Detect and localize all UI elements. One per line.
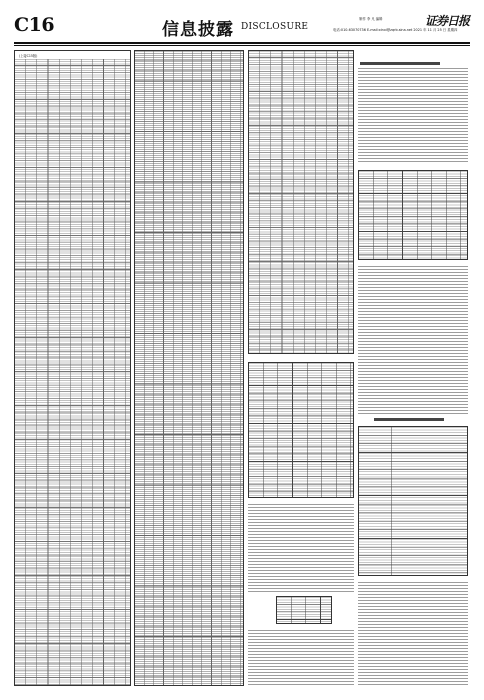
- header-rule-thin: [14, 45, 470, 46]
- section-heading: [374, 418, 444, 421]
- disclosure-text-block: [248, 504, 354, 592]
- detail-table: [248, 362, 354, 498]
- announcement-heading: [360, 62, 440, 65]
- securities-table-right: [248, 50, 354, 354]
- securities-table-left: [14, 50, 131, 686]
- table-body: [15, 59, 130, 685]
- header-rule: [14, 42, 470, 44]
- table-body: [249, 51, 353, 353]
- announcement-text: [358, 68, 468, 164]
- section-title-english: DISCLOSURE: [241, 22, 309, 32]
- disclosure-text-block: [248, 630, 354, 686]
- contact-date-line: 电话:010-63070736 E-mail:xinxi@zqrb.sina.net 2021 年 11 月 25 日 星期四: [333, 28, 458, 32]
- masthead: [14, 10, 470, 40]
- announcement-table: [358, 170, 468, 260]
- securities-table-middle: [134, 50, 244, 686]
- editor-credits: 制作 李 凡 编辑: [359, 17, 383, 21]
- summary-table: [276, 596, 332, 624]
- table-body: [135, 51, 243, 685]
- page-number: C16: [14, 14, 55, 36]
- fund-info-table: [358, 426, 468, 576]
- announcement-text: [358, 582, 468, 686]
- continuation-caption: (上接C15版): [19, 54, 38, 58]
- announcement-text: [358, 266, 468, 414]
- section-title: 信息披露: [162, 20, 234, 40]
- page-body: [14, 50, 470, 690]
- newspaper-logo: 证券日报: [425, 14, 470, 28]
